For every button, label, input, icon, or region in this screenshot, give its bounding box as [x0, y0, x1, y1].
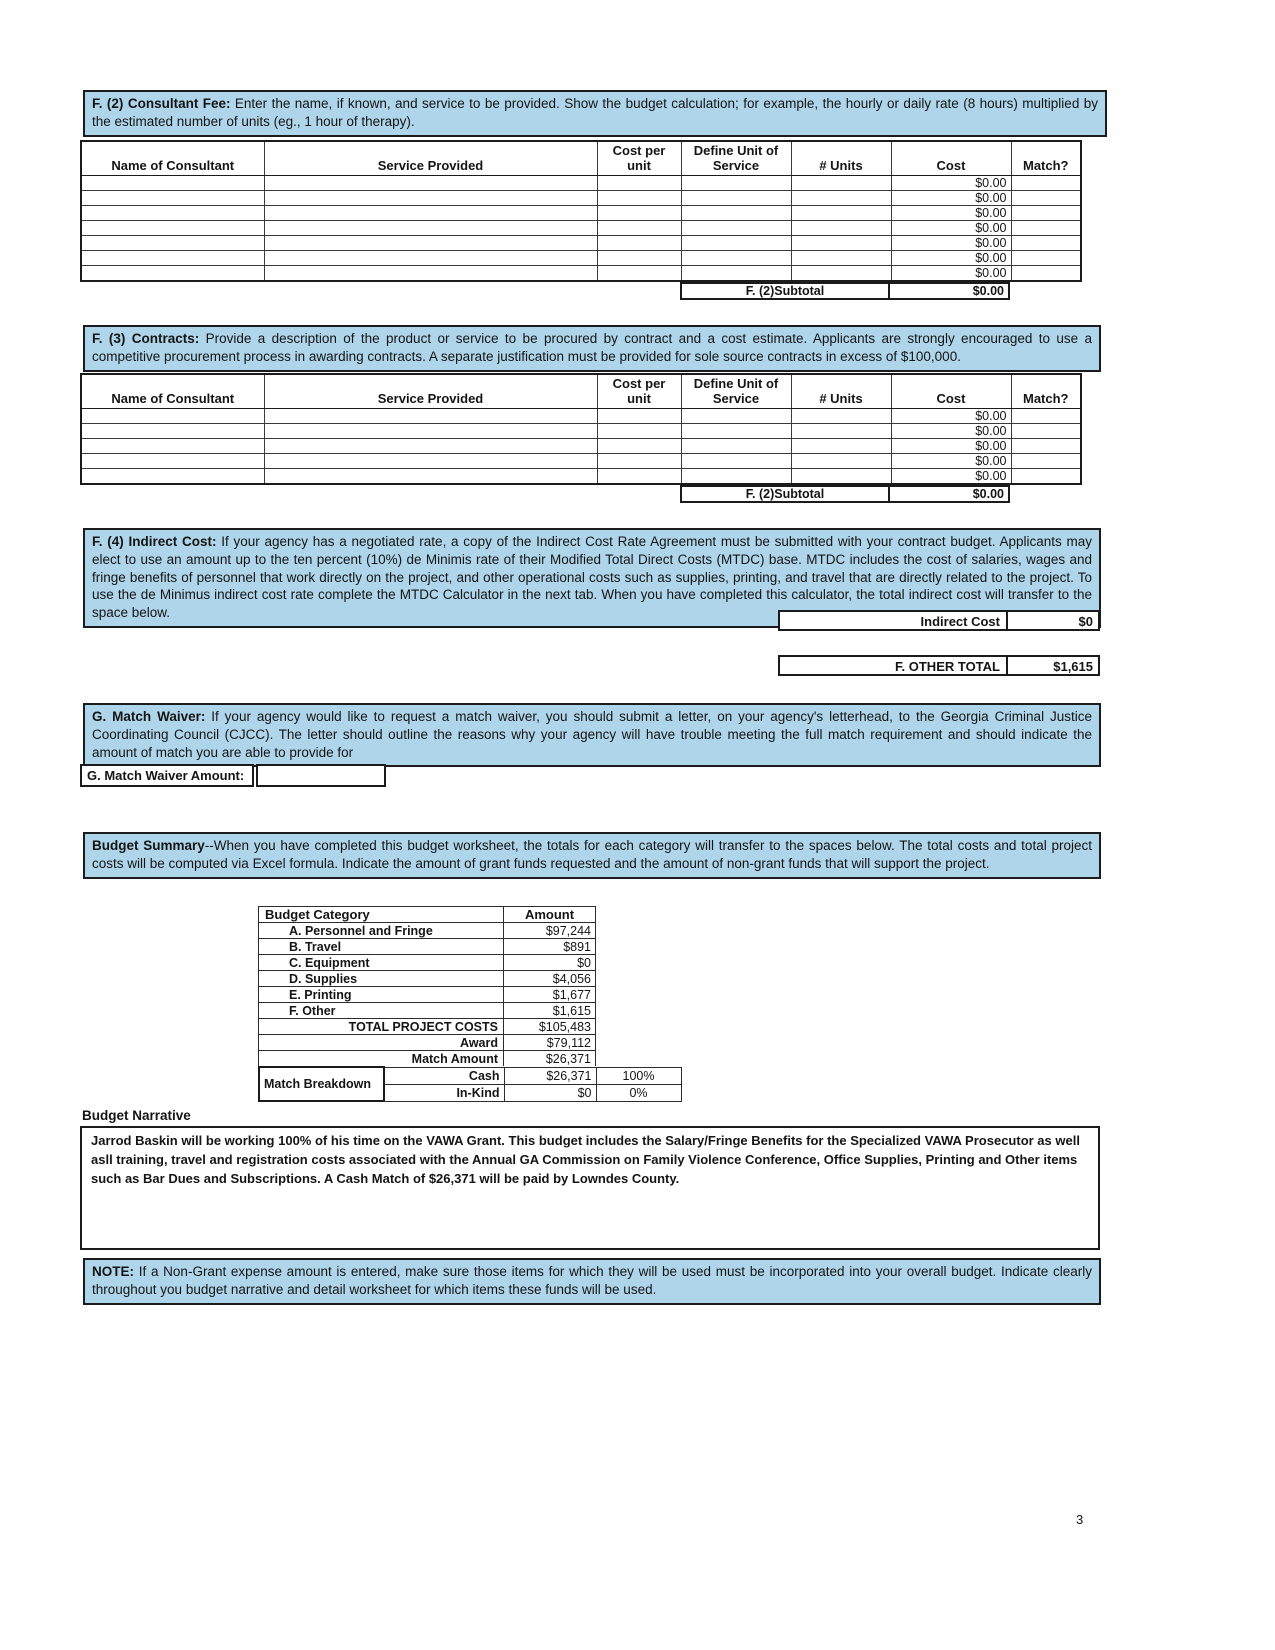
col-amount: Amount	[504, 907, 596, 923]
cell-units[interactable]	[791, 438, 891, 453]
match-breakdown-table	[258, 1066, 682, 1102]
match-breakdown-label: Match Breakdown	[259, 1067, 384, 1101]
cell-units[interactable]	[791, 453, 891, 468]
consultant-fee-table	[80, 140, 1082, 282]
consultant-fee-body: Enter the name, if known, and service to be provided. Show the budget calculation; for example, the hourly or daily rate (8 hours) multiplied by the estimated number of units (eg., 1 hour of therapy).	[92, 96, 1098, 129]
cell-service[interactable]	[264, 453, 597, 468]
cell-match[interactable]	[1011, 175, 1081, 190]
cell-cost-per-unit[interactable]	[597, 265, 681, 281]
indirect-cost-value: $0	[1078, 614, 1093, 629]
cell-match[interactable]	[1011, 453, 1081, 468]
col-define-unit-of-service: Define Unit of Service	[681, 374, 791, 408]
total-amount: $105,483	[504, 1019, 596, 1035]
cell-consultant-name[interactable]	[81, 250, 264, 265]
category-amount: $891	[504, 939, 596, 955]
cell-cost: $0.00	[891, 190, 1011, 205]
category-amount: $0	[504, 955, 596, 971]
match-cash-amount: $26,371	[504, 1067, 596, 1084]
cell-cost: $0.00	[891, 453, 1011, 468]
cell-cost: $0.00	[891, 408, 1011, 423]
cell-match[interactable]	[1011, 190, 1081, 205]
summary-row	[259, 987, 596, 1003]
cell-match[interactable]	[1011, 438, 1081, 453]
category-label: B. Travel	[259, 939, 504, 955]
cell-units[interactable]	[791, 175, 891, 190]
cell-cost: $0.00	[891, 205, 1011, 220]
table-row	[81, 250, 1081, 265]
col-cost: Cost	[891, 374, 1011, 408]
match-waiver-body: If your agency would like to request a match waiver, you should submit a letter, on your agency's letterhead, to the Georgia Criminal Justice Coordinating Council (CJCC). The letter should outline the reasons why your agency will have trouble meeting the full match requirement and should indicate the amount of match you are able to provide for	[92, 709, 1092, 760]
category-amount: $97,244	[504, 923, 596, 939]
cell-match[interactable]	[1011, 468, 1081, 484]
cell-consultant-name[interactable]	[81, 205, 264, 220]
cell-units[interactable]	[791, 205, 891, 220]
cell-cost-per-unit[interactable]	[597, 190, 681, 205]
f-other-total-value: $1,615	[1053, 659, 1093, 674]
cell-cost: $0.00	[891, 468, 1011, 484]
category-label: C. Equipment	[259, 955, 504, 971]
cell-units[interactable]	[791, 250, 891, 265]
col-match: Match?	[1011, 141, 1081, 175]
budget-summary-instructions	[83, 832, 1101, 879]
cell-service[interactable]	[264, 408, 597, 423]
cell-service[interactable]	[264, 423, 597, 438]
match-waiver-title: G. Match Waiver:	[92, 709, 206, 724]
subtotal-value: $0.00	[972, 487, 1004, 501]
page-number: 3	[1076, 1512, 1084, 1527]
category-amount: $1,677	[504, 987, 596, 1003]
budget-summary-title: Budget Summary	[92, 838, 205, 853]
cell-cost-per-unit[interactable]	[597, 468, 681, 484]
total-amount: $26,371	[504, 1051, 596, 1067]
cell-service[interactable]	[264, 175, 597, 190]
cell-units[interactable]	[791, 423, 891, 438]
budget-narrative-heading: Budget Narrative	[82, 1108, 191, 1123]
summary-row	[259, 939, 596, 955]
cell-service[interactable]	[264, 468, 597, 484]
cell-cost-per-unit[interactable]	[597, 235, 681, 250]
indirect-cost-title: F. (4) Indirect Cost:	[92, 534, 217, 549]
category-amount: $1,615	[504, 1003, 596, 1019]
table-row	[81, 190, 1081, 205]
table-row	[81, 438, 1081, 453]
budget-narrative-text: Jarrod Baskin will be working 100% of his time on the VAWA Grant. This budget includes the Salary/Fringe Benefits for the Specialized VAWA Prosecutor as well asll training, travel and registration costs associated with the Annual GA Commission on Family Violence Conference, Office Supplies, Printing and Other items such as Bar Dues and Subscriptions. A Cash Match of $26,371 will be paid by Lowndes County.	[91, 1133, 1080, 1186]
category-label: E. Printing	[259, 987, 504, 1003]
cell-cost-per-unit[interactable]	[597, 438, 681, 453]
cell-define-unit[interactable]	[681, 235, 791, 250]
category-label: A. Personnel and Fringe	[259, 923, 504, 939]
cell-match[interactable]	[1011, 235, 1081, 250]
col-cost-per-unit: Cost per unit	[597, 141, 681, 175]
table-row	[81, 220, 1081, 235]
match-inkind-label: In-Kind	[384, 1084, 504, 1101]
match-cash-label: Cash	[384, 1067, 504, 1084]
cell-define-unit[interactable]	[681, 408, 791, 423]
cell-consultant-name[interactable]	[81, 423, 264, 438]
budget-summary-table	[258, 906, 596, 1067]
table-row	[81, 408, 1081, 423]
contracts-subtotal	[680, 485, 1010, 503]
cell-service[interactable]	[264, 235, 597, 250]
summary-total-row	[259, 1035, 596, 1051]
match-waiver-amount-label: G. Match Waiver Amount:	[80, 764, 254, 787]
cell-define-unit[interactable]	[681, 453, 791, 468]
cell-cost-per-unit[interactable]	[597, 250, 681, 265]
cell-cost: $0.00	[891, 235, 1011, 250]
match-waiver-instructions	[83, 703, 1101, 767]
cell-consultant-name[interactable]	[81, 220, 264, 235]
summary-row	[259, 923, 596, 939]
budget-summary-body: --When you have completed this budget worksheet, the totals for each category will transfer to the spaces below. The total costs and total project costs will be computed via Excel formula. Indicate the amount of grant funds requested and the amount of non-grant funds that will support the project.	[92, 838, 1092, 871]
cell-cost: $0.00	[891, 423, 1011, 438]
consultant-fee-instructions	[83, 90, 1107, 137]
cell-cost-per-unit[interactable]	[597, 220, 681, 235]
consultant-fee-header-row	[81, 141, 1081, 175]
total-label: TOTAL PROJECT COSTS	[259, 1019, 504, 1035]
consultant-fee-subtotal	[680, 282, 1010, 300]
cell-consultant-name[interactable]	[81, 235, 264, 250]
cell-match[interactable]	[1011, 408, 1081, 423]
cell-consultant-name[interactable]	[81, 453, 264, 468]
table-row	[81, 235, 1081, 250]
cell-units[interactable]	[791, 220, 891, 235]
col-name-of-consultant: Name of Consultant	[81, 374, 264, 408]
cell-consultant-name[interactable]	[81, 468, 264, 484]
total-label: Match Amount	[259, 1051, 504, 1067]
col-service-provided: Service Provided	[264, 141, 597, 175]
match-inkind-amount: $0	[504, 1084, 596, 1101]
col-units: # Units	[791, 374, 891, 408]
table-row	[81, 468, 1081, 484]
cell-match[interactable]	[1011, 265, 1081, 281]
cell-consultant-name[interactable]	[81, 175, 264, 190]
contracts-table	[80, 373, 1082, 485]
col-cost-per-unit: Cost per unit	[597, 374, 681, 408]
col-name-of-consultant: Name of Consultant	[81, 141, 264, 175]
cell-define-unit[interactable]	[681, 175, 791, 190]
cell-match[interactable]	[1011, 250, 1081, 265]
cell-define-unit[interactable]	[681, 468, 791, 484]
cell-service[interactable]	[264, 190, 597, 205]
cell-consultant-name[interactable]	[81, 438, 264, 453]
indirect-cost-label: Indirect Cost	[780, 612, 1008, 629]
cell-units[interactable]	[791, 468, 891, 484]
table-row	[81, 423, 1081, 438]
subtotal-value: $0.00	[972, 284, 1004, 298]
cell-cost: $0.00	[891, 250, 1011, 265]
cell-cost-per-unit[interactable]	[597, 423, 681, 438]
match-inkind-percent: 0%	[596, 1084, 681, 1101]
match-breakdown-row	[259, 1067, 681, 1084]
summary-total-row	[259, 1019, 596, 1035]
cell-consultant-name[interactable]	[81, 190, 264, 205]
cell-cost-per-unit[interactable]	[597, 175, 681, 190]
col-match: Match?	[1011, 374, 1081, 408]
match-cash-percent: 100%	[596, 1067, 681, 1084]
cell-service[interactable]	[264, 205, 597, 220]
cell-define-unit[interactable]	[681, 250, 791, 265]
cell-service[interactable]	[264, 250, 597, 265]
table-row	[81, 265, 1081, 281]
match-waiver-amount	[80, 764, 386, 787]
cell-cost-per-unit[interactable]	[597, 408, 681, 423]
note-body: If a Non-Grant expense amount is entered, make sure those items for which they will be used must be incorporated into your overall budget. Indicate clearly throughout you budget narrative and detail worksheet for which items these funds will be used.	[92, 1264, 1092, 1297]
match-waiver-amount-input[interactable]	[256, 764, 386, 787]
summary-total-row	[259, 1051, 596, 1067]
f-other-total	[778, 655, 1100, 676]
cell-define-unit[interactable]	[681, 423, 791, 438]
category-label: D. Supplies	[259, 971, 504, 987]
cell-service[interactable]	[264, 265, 597, 281]
col-cost: Cost	[891, 141, 1011, 175]
consultant-fee-title: F. (2) Consultant Fee:	[92, 96, 231, 111]
total-amount: $79,112	[504, 1035, 596, 1051]
summary-header-row	[259, 907, 596, 923]
category-amount: $4,056	[504, 971, 596, 987]
contracts-instructions	[83, 325, 1101, 372]
cell-cost-per-unit[interactable]	[597, 453, 681, 468]
subtotal-label: F. (2)Subtotal	[682, 284, 890, 298]
col-budget-category: Budget Category	[259, 907, 504, 923]
cell-match[interactable]	[1011, 205, 1081, 220]
summary-row	[259, 955, 596, 971]
cell-cost-per-unit[interactable]	[597, 205, 681, 220]
cell-cost: $0.00	[891, 175, 1011, 190]
table-row	[81, 453, 1081, 468]
note-callout	[83, 1258, 1101, 1305]
cell-match[interactable]	[1011, 220, 1081, 235]
cell-define-unit[interactable]	[681, 190, 791, 205]
table-row	[81, 205, 1081, 220]
indirect-cost-total	[778, 610, 1100, 631]
cell-service[interactable]	[264, 438, 597, 453]
cell-consultant-name[interactable]	[81, 408, 264, 423]
cell-service[interactable]	[264, 220, 597, 235]
col-service-provided: Service Provided	[264, 374, 597, 408]
contracts-title: F. (3) Contracts:	[92, 331, 200, 346]
cell-define-unit[interactable]	[681, 265, 791, 281]
cell-units[interactable]	[791, 235, 891, 250]
cell-consultant-name[interactable]	[81, 265, 264, 281]
cell-units[interactable]	[791, 265, 891, 281]
note-title: NOTE:	[92, 1264, 134, 1279]
f-other-total-label: F. OTHER TOTAL	[780, 657, 1008, 674]
indirect-cost-body: If your agency has a negotiated rate, a copy of the Indirect Cost Rate Agreement must be submitted with your contract budget. Applicants may elect to use an amount up to the ten percent (10%) de Minimis rate of their Modified Total Direct Costs (MTDC) base. MTDC includes the cost of salaries, wages and fringe benefits of personnel that work directly on the project, and other operational costs such as supplies, printing, and travel that are directly related to the project. To use the de Minimus indirect cost rate complete the MTDC Calculator in the next tab. When you have completed this calculator, the total indirect cost will transfer to the space below.	[92, 534, 1092, 621]
cell-cost: $0.00	[891, 265, 1011, 281]
cell-units[interactable]	[791, 408, 891, 423]
cell-cost: $0.00	[891, 438, 1011, 453]
table-row	[81, 175, 1081, 190]
subtotal-label: F. (2)Subtotal	[682, 487, 890, 501]
budget-narrative-box[interactable]	[80, 1126, 1100, 1250]
cell-define-unit[interactable]	[681, 205, 791, 220]
cell-units[interactable]	[791, 190, 891, 205]
col-units: # Units	[791, 141, 891, 175]
summary-row	[259, 1003, 596, 1019]
total-label: Award	[259, 1035, 504, 1051]
category-label: F. Other	[259, 1003, 504, 1019]
col-define-unit-of-service: Define Unit of Service	[681, 141, 791, 175]
cell-define-unit[interactable]	[681, 220, 791, 235]
summary-row	[259, 971, 596, 987]
contracts-body: Provide a description of the product or service to be procured by contract and a cost estimate. Applicants are strongly encouraged to use a competitive procurement process in awarding contracts. A separate justification must be provided for sole source contracts in excess of $100,000.	[92, 331, 1093, 364]
cell-match[interactable]	[1011, 423, 1081, 438]
cell-cost: $0.00	[891, 220, 1011, 235]
contracts-header-row	[81, 374, 1081, 408]
cell-define-unit[interactable]	[681, 438, 791, 453]
